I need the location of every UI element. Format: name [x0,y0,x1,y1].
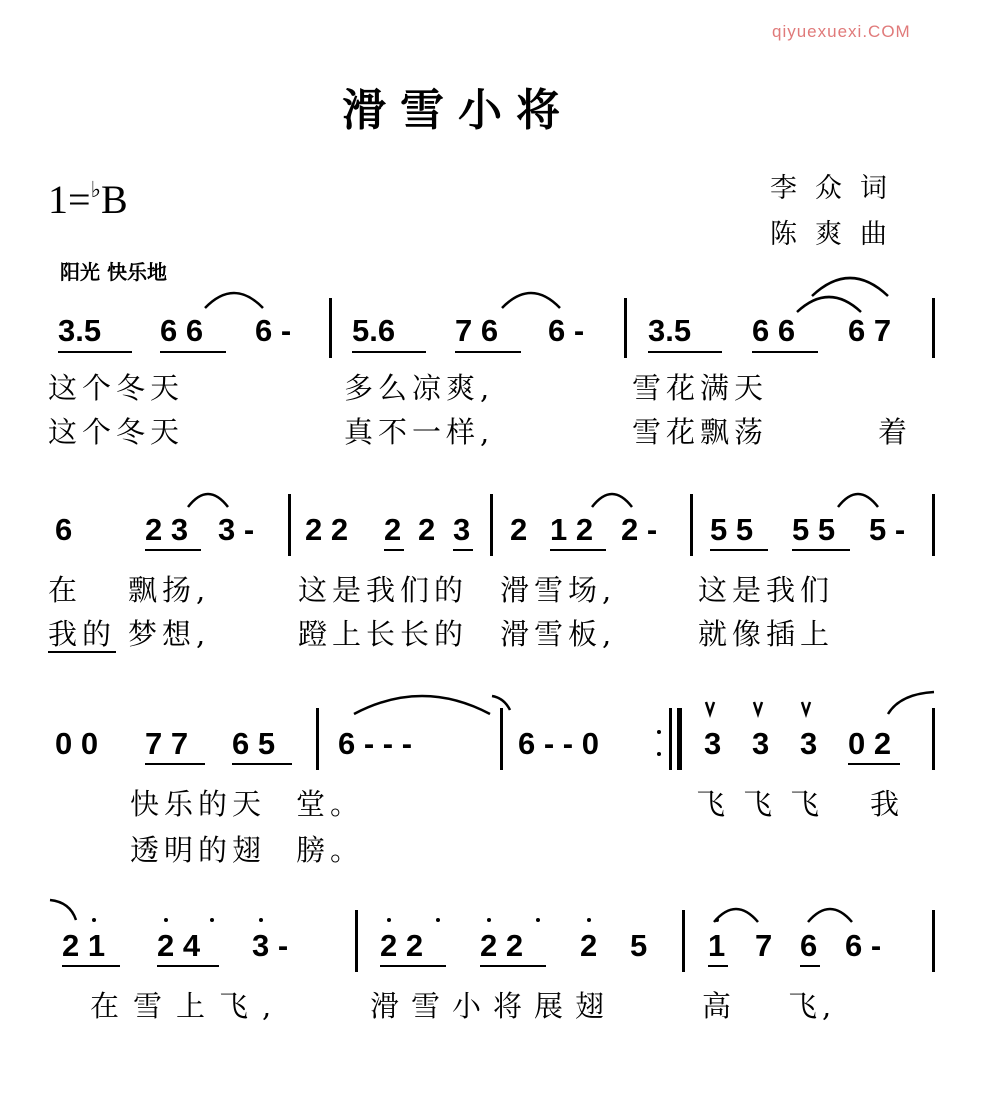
underline [232,763,292,765]
underline [792,549,850,551]
accent-marks [700,700,820,720]
tie [492,694,512,712]
lyric-phrase: 这个冬天 [48,371,185,405]
lyric-phrase: 多么凉爽, [344,371,495,405]
lyric-phrase: 着 [878,415,913,449]
underline [710,549,768,551]
barline [316,708,319,770]
underline [145,763,205,765]
barline [624,298,627,358]
note-group: 1 2 [550,512,594,547]
lyric-phrase: 在雪上飞, [90,989,286,1023]
high-dot [92,918,96,922]
note-group: 2 [510,512,528,547]
note-group: 6 - [548,313,585,348]
barline [355,910,358,972]
underline [453,549,473,551]
underline [384,549,404,551]
underline [145,549,201,551]
slur [48,898,78,922]
note-group: 0 2 [848,726,892,761]
note-group: 3 - [252,928,289,963]
note-group: 2 1 [62,928,106,963]
repeat-barline [669,708,672,770]
lyric-phrase: 雪花飘荡 [632,415,769,449]
slur [590,485,634,509]
note-group: 6 6 [160,313,204,348]
note-group: 5 - [869,512,906,547]
lyric-phrase: 真不一样, [344,415,495,449]
lyric-phrase: 就像插上 [698,617,835,651]
barline [932,494,935,556]
note-group: 1 [708,928,726,963]
barline [932,298,935,358]
high-dot [164,918,168,922]
note-group: 3.5 [648,313,692,348]
slur [186,485,230,509]
lyric-phrase: 梦想, [128,617,211,651]
barline [329,298,332,358]
lyric-phrase: 我的 [48,617,117,651]
barline [932,708,935,770]
barline [932,910,935,972]
key-prefix: 1= [48,177,91,222]
underline [550,549,606,551]
lyric-phrase: 我 [870,787,905,821]
lyric-phrase: 在 [48,573,83,607]
underline [480,965,546,967]
song-title: 滑雪小将 [342,85,574,136]
note-group: 6 - - 0 [518,726,599,761]
note-group: 5 5 [710,512,754,547]
note-group: 7 [755,928,773,963]
note-group: 6 [55,512,73,547]
underline [708,965,728,967]
note-group: 2 3 [145,512,189,547]
barline [288,494,291,556]
lyric-phrase: 飞, [788,989,837,1023]
watermark: qiyuexuexi.COM [772,22,911,41]
repeat-barline [677,708,682,770]
high-dot [259,918,263,922]
note-group: 6 - [255,313,292,348]
lyric-phrase: 滑雪场, [500,573,617,607]
high-dot [487,918,491,922]
note-group: 2 [418,512,436,547]
underline [752,351,818,353]
note-group: 0 0 [55,726,99,761]
note-group: 6 - - - [338,726,413,761]
note-group: 6 5 [232,726,276,761]
note-group: 3 - [218,512,255,547]
barline [500,708,503,770]
key-note: B [100,177,128,222]
barline [690,494,693,556]
lyric-phrase: 滑雪小将展翅 [370,989,617,1023]
lyric-phrase: 雪花满天 [632,371,769,405]
lyric-phrase: 滑雪板, [500,617,617,651]
note-group: 5 5 [792,512,836,547]
lyricist-credit: 李众词 [770,173,905,204]
high-dot [536,918,540,922]
slur [806,900,854,924]
lyric-phrase: 这个冬天 [48,415,185,449]
note-group: 2 - [621,512,658,547]
repeat-dot [657,752,661,756]
note-group: 3 [752,726,770,761]
slur [810,268,890,298]
flat-sign: ♭ [90,177,101,202]
barline [682,910,685,972]
lyric-phrase: 透明的翅 [130,833,267,867]
underline [648,351,722,353]
repeat-dot [657,730,661,734]
slur [836,485,880,509]
underline [352,351,426,353]
lyric-phrase: 飘扬, [128,573,211,607]
tempo-marking: 阳光 快乐地 [60,260,167,284]
tie [352,688,492,716]
high-dot [587,918,591,922]
barline [490,494,493,556]
underline [800,965,820,967]
note-group: 7 6 [455,313,499,348]
lyric-phrase: 高 [702,989,737,1023]
lyric-phrase: 这是我们的 [298,573,469,607]
note-group: 5 [630,928,648,963]
note-group: 2 2 [305,512,349,547]
note-group: 3 [453,512,471,547]
note-group: 2 [580,928,598,963]
underline [160,351,226,353]
note-group: 3 [800,726,818,761]
slur [886,690,936,716]
underline [58,351,132,353]
lyric-phrase: 蹬上长长的 [298,617,469,651]
lyric-phrase: 快乐的天 [130,787,267,821]
note-group: 2 2 [480,928,524,963]
lyric-phrase: 堂。 [296,787,365,821]
slur [500,284,562,310]
high-dot [387,918,391,922]
note-group: 6 - [845,928,882,963]
underline [380,965,446,967]
lyric-phrase: 膀。 [296,833,365,867]
note-group: 6 6 [752,313,796,348]
note-group: 2 2 [380,928,424,963]
high-dot [436,918,440,922]
underline [62,965,120,967]
underline [848,763,900,765]
note-group: 3 [704,726,722,761]
underline [455,351,521,353]
note-group: 6 7 [848,313,892,348]
note-group: 2 4 [157,928,201,963]
lyric-phrase: 这是我们 [698,573,835,607]
slur [712,900,760,924]
note-group: 6 [800,928,818,963]
note-group: 2 [384,512,402,547]
lyric-phrase: 飞飞飞 [696,787,838,821]
note-group: 5.6 [352,313,396,348]
note-group: 3.5 [58,313,102,348]
slur [203,284,265,310]
underline [157,965,219,967]
key-signature [48,176,128,223]
note-group: 7 7 [145,726,189,761]
composer-credit: 陈爽曲 [770,219,905,250]
high-dot [210,918,214,922]
